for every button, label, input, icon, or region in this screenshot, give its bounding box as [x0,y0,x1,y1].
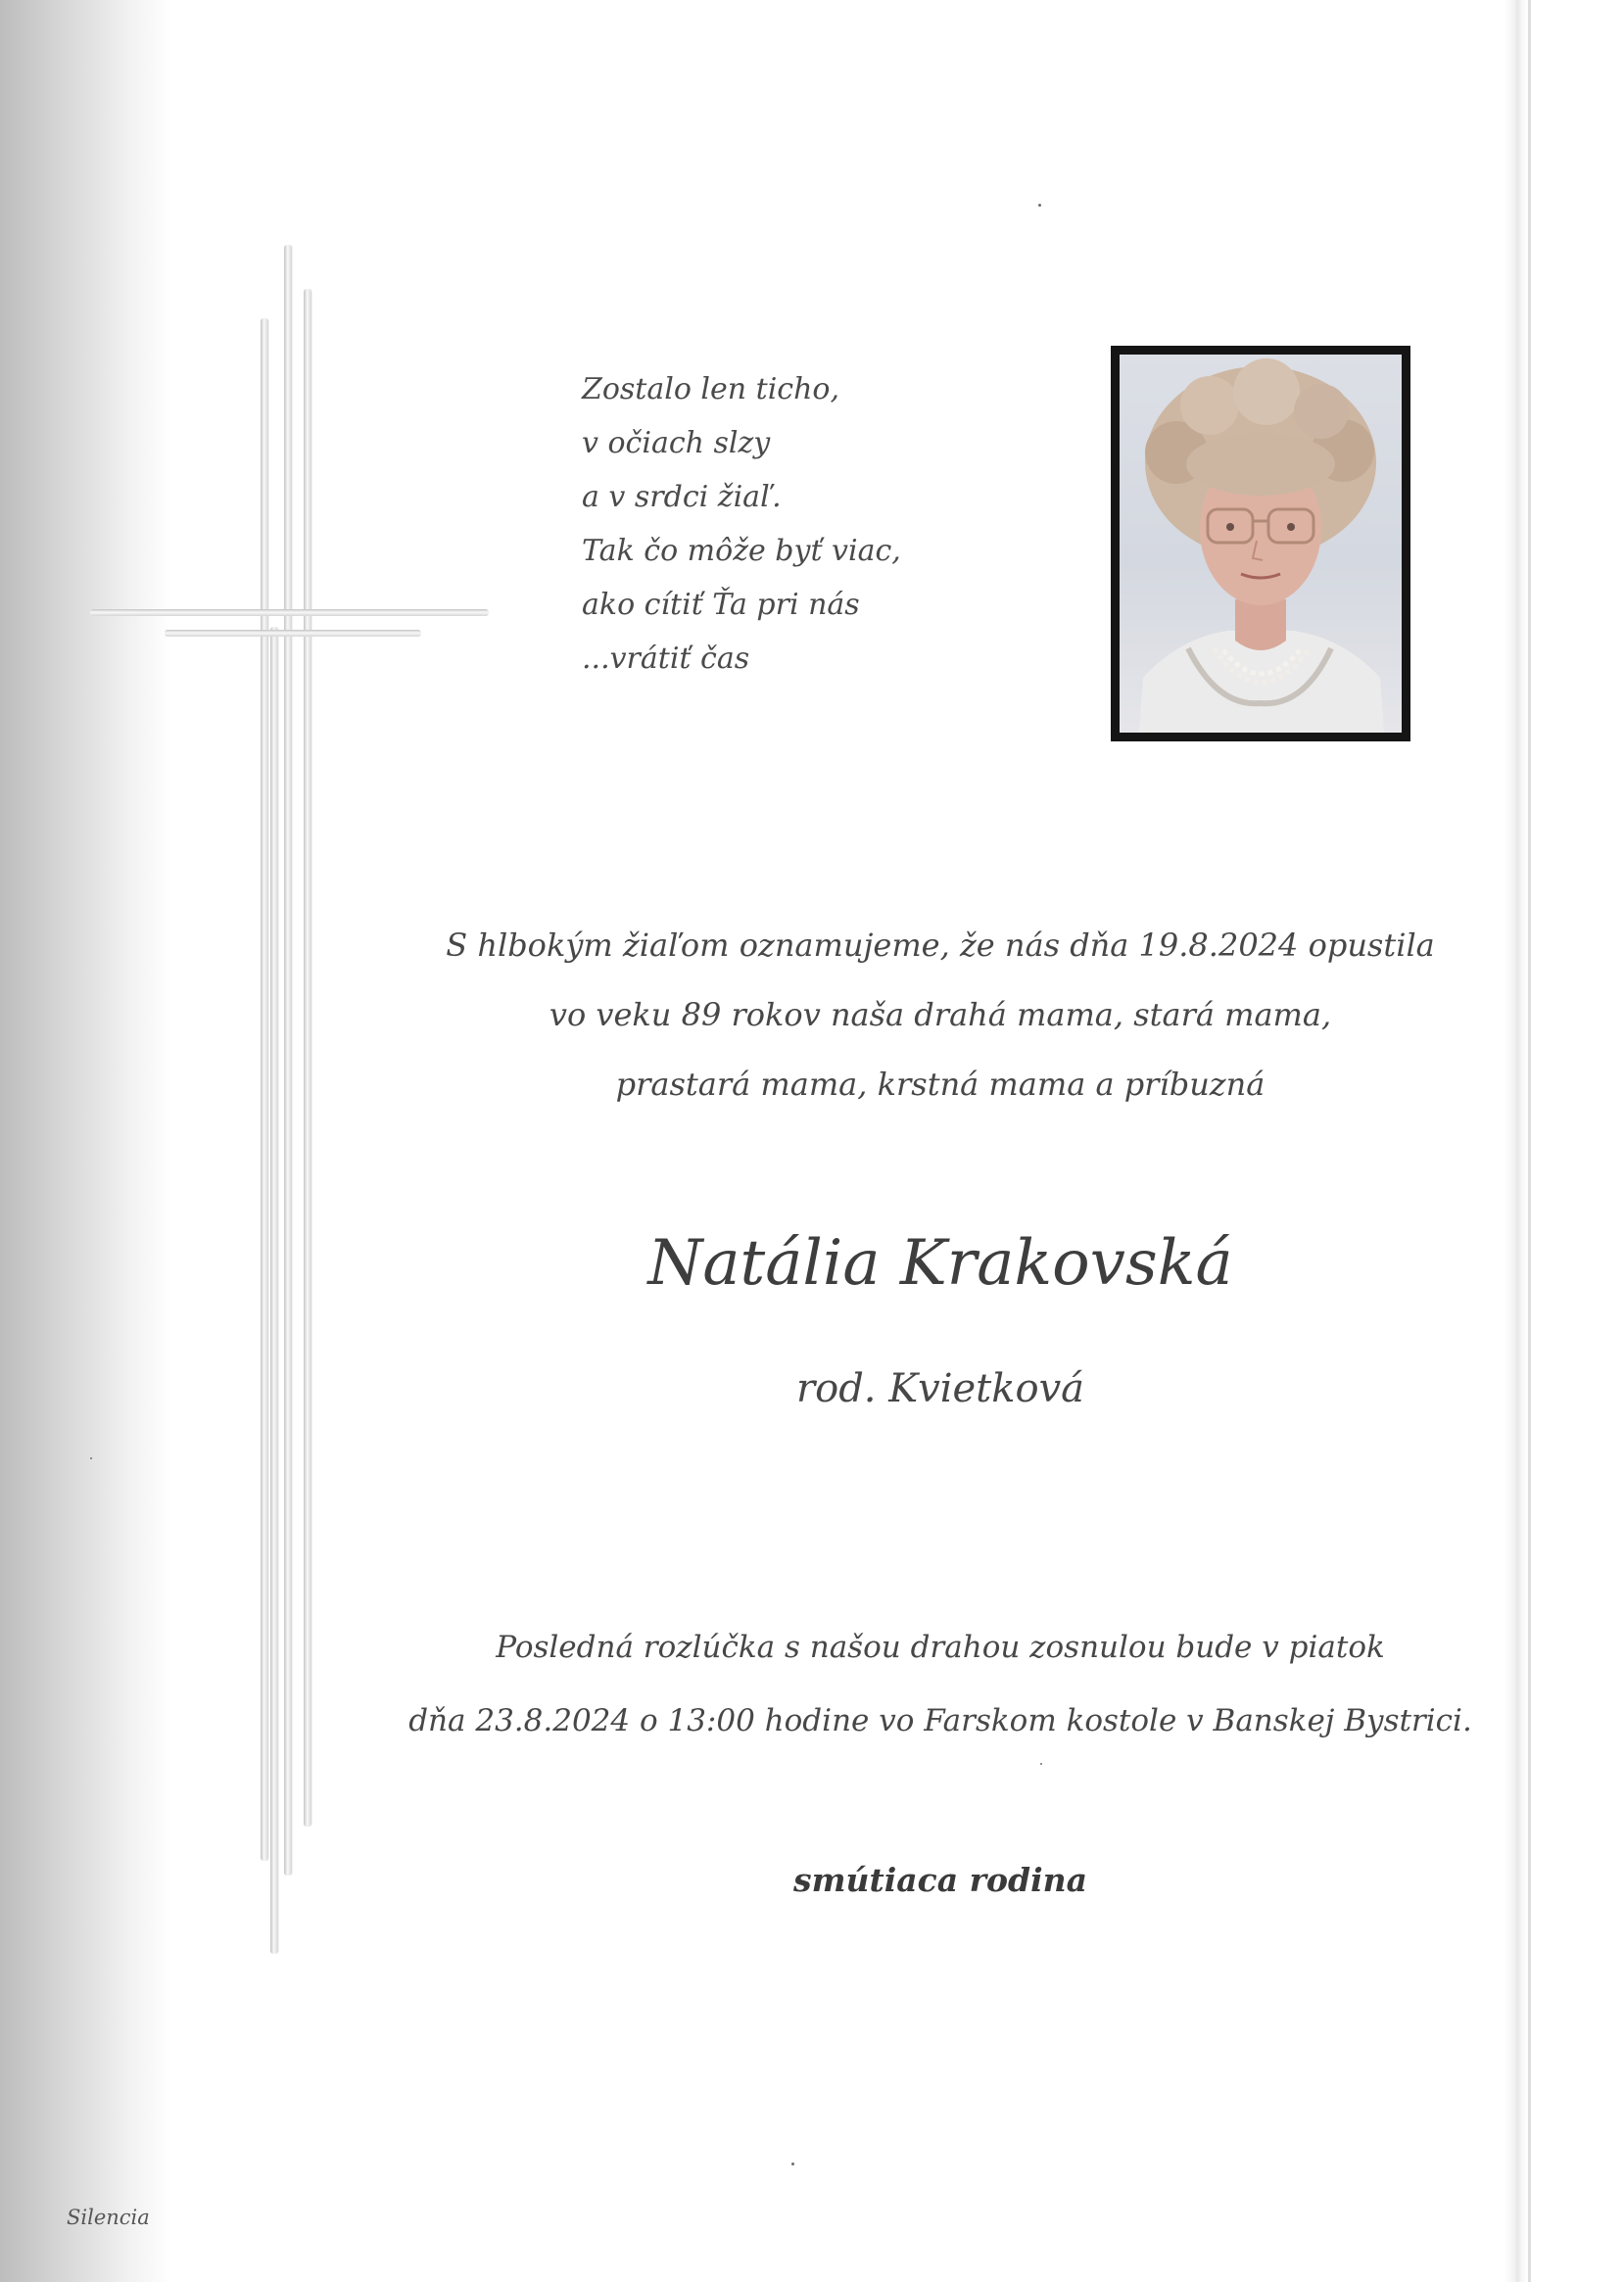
poem-line: Tak čo môže byť viac, [582,534,901,568]
family-signature: smútiaca rodina [793,1861,1087,1899]
poem-line: ...vrátiť čas [582,642,750,676]
portrait-frame [1111,346,1410,741]
poem-line: Zostalo len ticho, [582,372,840,406]
funeral-line: Posledná rozlúčka s našou drahou zosnulou bude v piatok [496,1630,1385,1665]
portrait-photo [1120,355,1402,733]
page-edge-line [1528,0,1531,2282]
announcement-line: S hlbokým žiaľom oznamujeme, že nás dňa 19.8.2024 opustila [446,927,1435,964]
poem-line: ako cítiť Ťa pri nás [582,588,860,622]
announcement [411,911,1469,1119]
deceased-name: Natália Krakovská [647,1227,1233,1300]
funeral-line: dňa 23.8.2024 o 13:00 hodine vo Farskom kostole v Banskej Bystrici. [408,1703,1472,1738]
poem-line: a v srdci žiaľ. [582,480,782,514]
brand-mark: Silencia [67,2206,150,2229]
poem [582,362,1013,686]
announcement-line: prastará mama, krstná mama a príbuzná [615,1066,1266,1103]
scan-speck [90,1457,92,1459]
funeral-details [372,1611,1508,1758]
announcement-line: vo veku 89 rokov naša drahá mama, stará mama, [549,996,1332,1033]
scan-speck [791,2163,794,2165]
maiden-name: rod. Kvietková [795,1366,1085,1411]
page-edge-fold [1505,0,1528,2282]
scan-speck [1040,1763,1042,1765]
portrait-illustration [1120,355,1402,733]
poem-line: v očiach slzy [582,426,771,460]
scan-speck [1038,204,1041,207]
